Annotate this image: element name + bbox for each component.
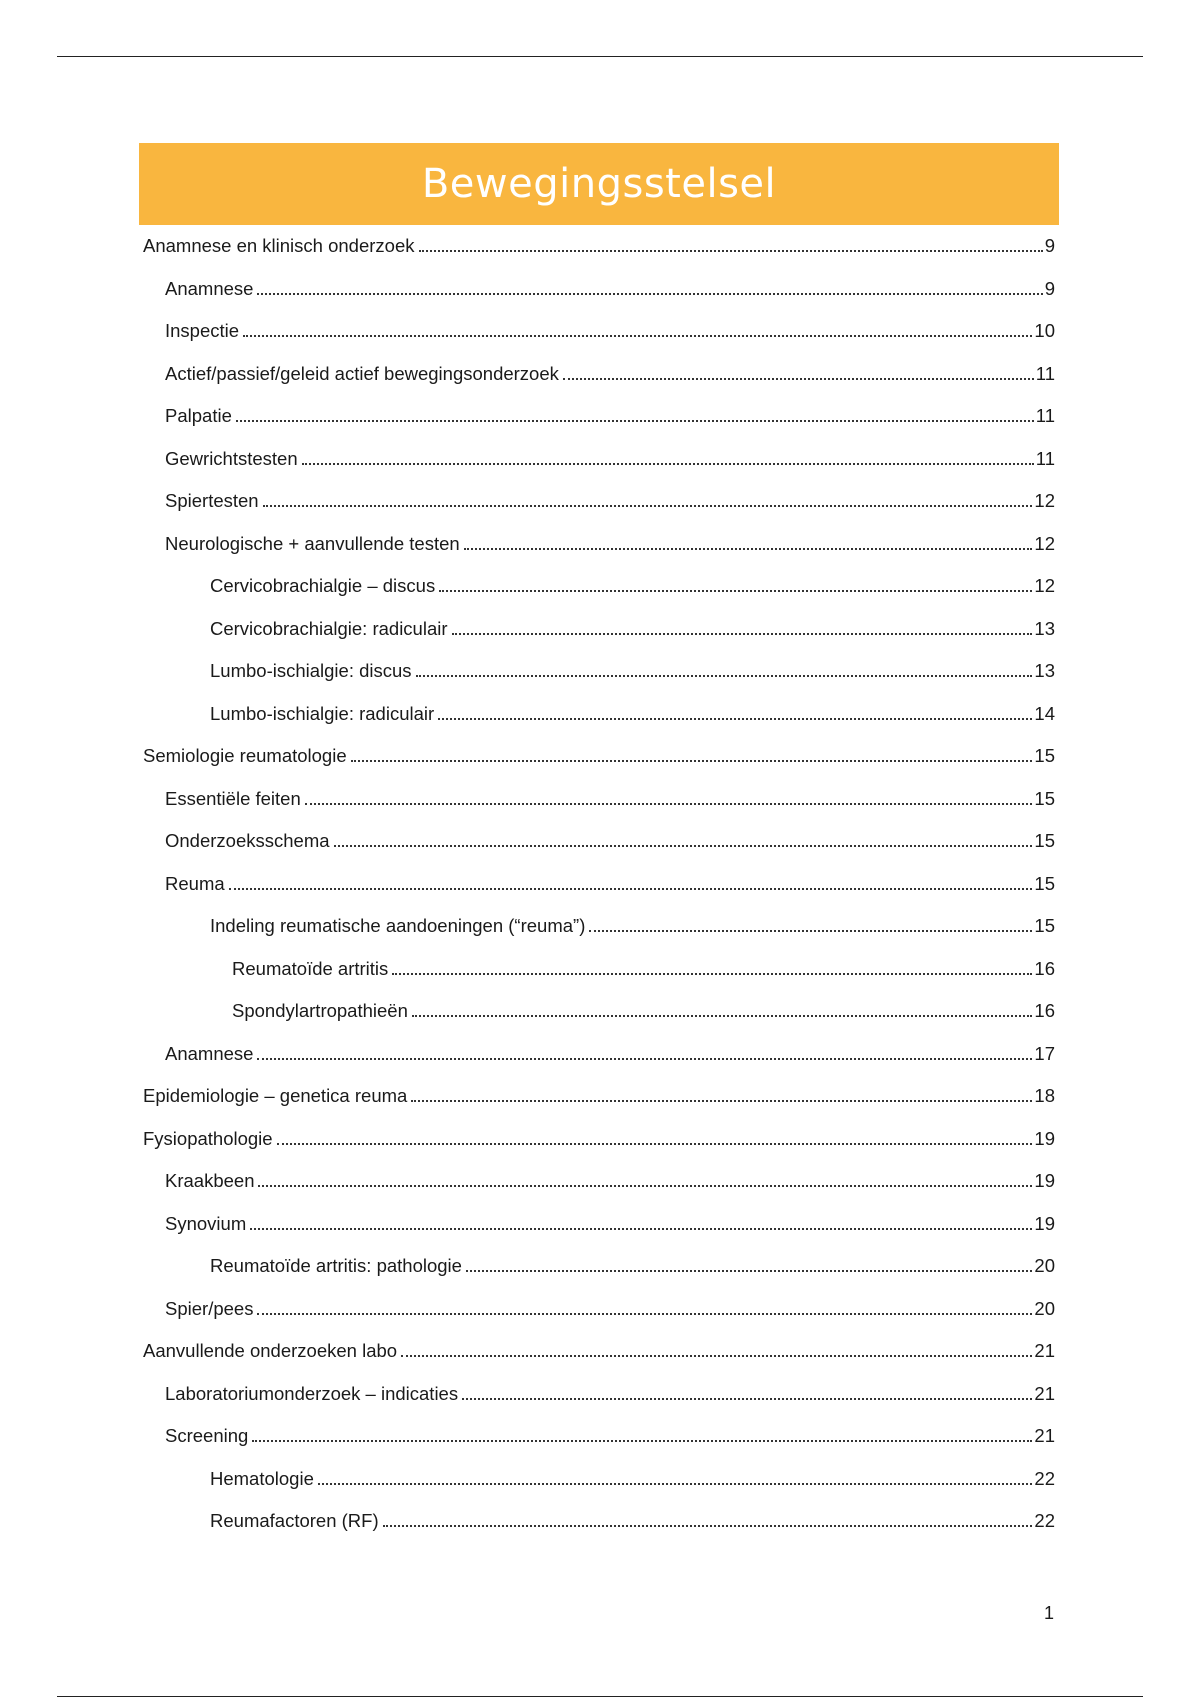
toc-entry-page: 22 bbox=[1034, 1510, 1055, 1532]
toc-entry-page: 11 bbox=[1035, 447, 1055, 469]
toc-dot-leader bbox=[318, 1470, 1033, 1488]
toc-entry-label: Laboratoriumonderzoek – indicaties bbox=[165, 1382, 459, 1404]
toc-dot-leader bbox=[257, 1045, 1032, 1063]
toc-dot-leader bbox=[416, 662, 1033, 680]
toc-entry[interactable] bbox=[139, 1373, 1059, 1416]
toc-entry[interactable] bbox=[139, 1203, 1059, 1246]
toc-dot-leader bbox=[263, 492, 1033, 510]
toc-entry[interactable] bbox=[139, 905, 1059, 948]
toc-entry[interactable] bbox=[139, 268, 1059, 311]
toc-entry-label: Onderzoeksschema bbox=[165, 830, 330, 852]
toc-dot-leader bbox=[411, 1087, 1032, 1105]
toc-entry-page: 11 bbox=[1035, 405, 1055, 427]
toc-entry[interactable] bbox=[139, 523, 1059, 566]
toc-entry-page: 13 bbox=[1034, 617, 1055, 639]
toc-entry-label: Aanvullende onderzoeken labo bbox=[143, 1340, 398, 1362]
toc-entry-page: 21 bbox=[1034, 1340, 1055, 1362]
toc-entry-label: Reumatoïde artritis: pathologie bbox=[210, 1255, 462, 1277]
toc-entry-page: 15 bbox=[1034, 915, 1055, 937]
toc-entry[interactable] bbox=[139, 820, 1059, 863]
toc-entry-label: Synovium bbox=[165, 1212, 247, 1234]
toc-entry-page: 15 bbox=[1034, 745, 1055, 767]
toc-dot-leader bbox=[236, 407, 1034, 425]
toc-entry[interactable] bbox=[139, 1033, 1059, 1076]
toc-entry-page: 12 bbox=[1034, 532, 1055, 554]
toc-entry-page: 20 bbox=[1034, 1255, 1055, 1277]
toc-entry-page: 15 bbox=[1034, 872, 1055, 894]
toc-dot-leader bbox=[257, 1300, 1032, 1318]
toc-dot-leader bbox=[302, 450, 1034, 468]
toc-dot-leader bbox=[438, 705, 1032, 723]
toc-entry-label: Palpatie bbox=[165, 405, 232, 427]
toc-entry-label: Screening bbox=[165, 1425, 249, 1447]
toc-entry-page: 13 bbox=[1034, 660, 1055, 682]
toc-entry-page: 15 bbox=[1034, 830, 1055, 852]
toc-entry-label: Reuma bbox=[165, 872, 225, 894]
toc-entry[interactable] bbox=[139, 1330, 1059, 1373]
toc-entry-label: Indeling reumatische aandoeningen (“reuma”) bbox=[210, 915, 586, 937]
toc-entry[interactable] bbox=[139, 480, 1059, 523]
toc-dot-leader bbox=[412, 1002, 1033, 1020]
toc-dot-leader bbox=[250, 1215, 1032, 1233]
toc-entry-page: 18 bbox=[1034, 1085, 1055, 1107]
toc-entry-page: 22 bbox=[1034, 1467, 1055, 1489]
toc-dot-leader bbox=[243, 322, 1032, 340]
toc-entry-page: 21 bbox=[1034, 1425, 1055, 1447]
toc-entry-page: 10 bbox=[1034, 320, 1055, 342]
toc-entry-label: Anamnese bbox=[165, 1042, 254, 1064]
toc-entry[interactable] bbox=[139, 1245, 1059, 1288]
toc-entry-page: 19 bbox=[1034, 1212, 1055, 1234]
toc-entry-label: Reumatoïde artritis bbox=[232, 957, 389, 979]
toc-entry-label: Inspectie bbox=[165, 320, 240, 342]
header-rule bbox=[57, 56, 1143, 57]
toc-dot-leader bbox=[334, 832, 1033, 850]
toc-dot-leader bbox=[419, 237, 1043, 255]
toc-entry[interactable] bbox=[139, 693, 1059, 736]
toc-dot-leader bbox=[466, 1257, 1032, 1275]
toc-entry-label: Cervicobrachialgie: radiculair bbox=[210, 617, 448, 639]
toc-entry-page: 21 bbox=[1034, 1382, 1055, 1404]
toc-entry-page: 16 bbox=[1034, 1000, 1055, 1022]
toc-entry-label: Kraakbeen bbox=[165, 1170, 255, 1192]
toc-entry-label: Semiologie reumatologie bbox=[143, 745, 347, 767]
toc-entry-label: Essentiële feiten bbox=[165, 787, 301, 809]
toc-dot-leader bbox=[277, 1130, 1033, 1148]
toc-entry[interactable] bbox=[139, 1160, 1059, 1203]
toc-entry-page: 16 bbox=[1034, 957, 1055, 979]
toc-entry-label: Lumbo-ischialgie: discus bbox=[210, 660, 412, 682]
toc-entry-label: Hematologie bbox=[210, 1467, 314, 1489]
toc-entry[interactable] bbox=[139, 1415, 1059, 1458]
table-of-contents bbox=[139, 225, 1059, 1543]
toc-entry[interactable] bbox=[139, 565, 1059, 608]
toc-entry-page: 11 bbox=[1035, 362, 1055, 384]
toc-entry[interactable] bbox=[139, 438, 1059, 481]
toc-entry-page: 20 bbox=[1034, 1297, 1055, 1319]
toc-entry-page: 17 bbox=[1034, 1042, 1055, 1064]
toc-entry[interactable] bbox=[139, 310, 1059, 353]
toc-entry[interactable] bbox=[139, 778, 1059, 821]
toc-entry-page: 19 bbox=[1034, 1170, 1055, 1192]
toc-dot-leader bbox=[392, 960, 1032, 978]
title-banner bbox=[139, 143, 1059, 225]
toc-entry-label: Spier/pees bbox=[165, 1297, 254, 1319]
toc-dot-leader bbox=[401, 1342, 1032, 1360]
toc-entry-label: Spiertesten bbox=[165, 490, 259, 512]
toc-entry-page: 14 bbox=[1034, 702, 1055, 724]
toc-dot-leader bbox=[257, 280, 1042, 298]
toc-entry-label: Cervicobrachialgie – discus bbox=[210, 575, 436, 597]
toc-entry-page: 9 bbox=[1044, 277, 1055, 299]
toc-entry-label: Anamnese en klinisch onderzoek bbox=[143, 235, 415, 257]
toc-entry-label: Actief/passief/geleid actief bewegingsonderzoek bbox=[165, 362, 559, 384]
toc-entry[interactable] bbox=[139, 735, 1059, 778]
toc-entry-label: Neurologische + aanvullende testen bbox=[165, 532, 460, 554]
toc-dot-leader bbox=[383, 1512, 1033, 1530]
toc-dot-leader bbox=[464, 535, 1033, 553]
toc-entry-page: 12 bbox=[1034, 575, 1055, 597]
toc-entry-page: 15 bbox=[1034, 787, 1055, 809]
toc-entry[interactable] bbox=[139, 948, 1059, 991]
toc-entry-label: Lumbo-ischialgie: radiculair bbox=[210, 702, 435, 724]
toc-dot-leader bbox=[305, 790, 1033, 808]
toc-entry-label: Gewrichtstesten bbox=[165, 447, 298, 469]
toc-entry-label: Reumafactoren (RF) bbox=[210, 1510, 379, 1532]
toc-entry[interactable] bbox=[139, 608, 1059, 651]
toc-entry[interactable] bbox=[139, 1075, 1059, 1118]
toc-dot-leader bbox=[563, 365, 1034, 383]
toc-dot-leader bbox=[462, 1385, 1032, 1403]
toc-entry-page: 12 bbox=[1034, 490, 1055, 512]
toc-dot-leader bbox=[589, 917, 1032, 935]
toc-entry-label: Spondylartropathieën bbox=[232, 1000, 408, 1022]
page-title: Bewegingsstelsel bbox=[421, 161, 777, 207]
toc-entry[interactable] bbox=[139, 990, 1059, 1033]
page-number: 1 bbox=[1044, 1603, 1055, 1623]
toc-entry[interactable] bbox=[139, 225, 1059, 268]
toc-entry-page: 19 bbox=[1034, 1127, 1055, 1149]
toc-entry[interactable] bbox=[139, 650, 1059, 693]
toc-dot-leader bbox=[452, 620, 1033, 638]
toc-entry-label: Fysiopathologie bbox=[143, 1127, 273, 1149]
toc-entry[interactable] bbox=[139, 1118, 1059, 1161]
toc-entry[interactable] bbox=[139, 1500, 1059, 1543]
toc-entry[interactable] bbox=[139, 395, 1059, 438]
toc-entry[interactable] bbox=[139, 1288, 1059, 1331]
toc-dot-leader bbox=[229, 875, 1033, 893]
toc-entry[interactable] bbox=[139, 353, 1059, 396]
toc-entry-label: Anamnese bbox=[165, 277, 254, 299]
toc-dot-leader bbox=[351, 747, 1033, 765]
toc-entry[interactable] bbox=[139, 863, 1059, 906]
toc-entry-page: 9 bbox=[1044, 235, 1055, 257]
toc-dot-leader bbox=[258, 1172, 1032, 1190]
footer-rule bbox=[57, 1696, 1143, 1697]
toc-entry-label: Epidemiologie – genetica reuma bbox=[143, 1085, 408, 1107]
toc-dot-leader bbox=[252, 1427, 1032, 1445]
toc-entry[interactable] bbox=[139, 1458, 1059, 1501]
toc-dot-leader bbox=[439, 577, 1032, 595]
